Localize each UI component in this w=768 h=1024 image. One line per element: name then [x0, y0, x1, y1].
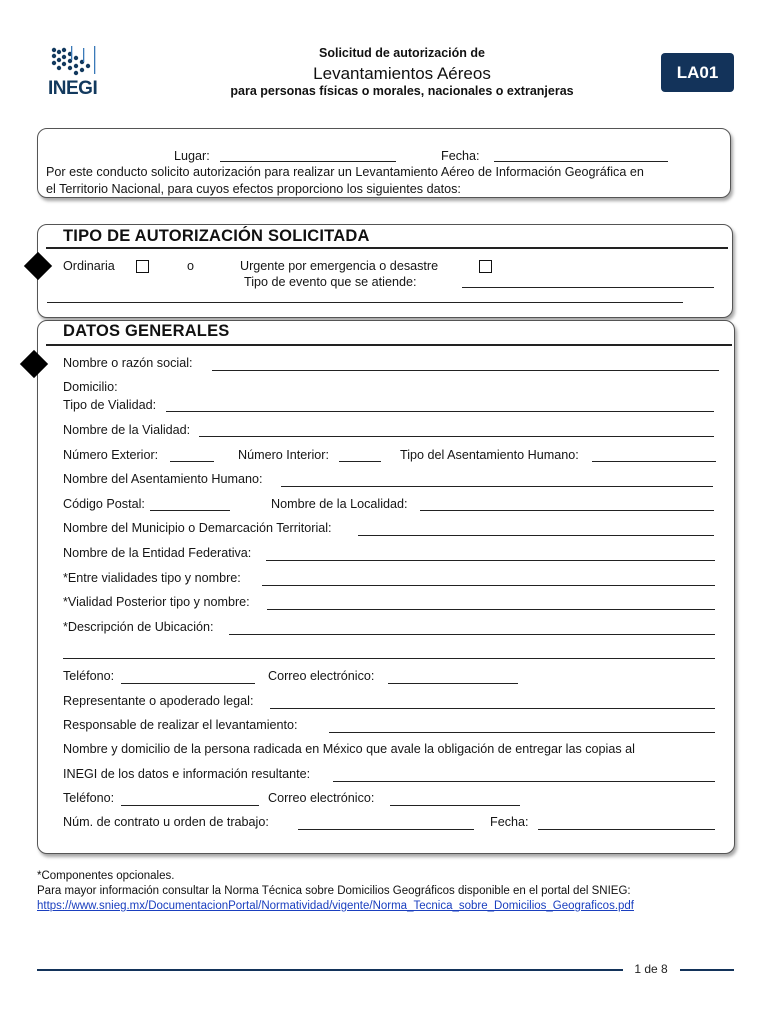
tipo-vialidad-field[interactable]	[166, 411, 714, 412]
nombre-entidad-label: Nombre de la Entidad Federativa:	[63, 546, 252, 560]
page-number: 1 de 8	[634, 962, 668, 976]
intro-text-line1: Por este conducto solicito autorización para realizar un Levantamiento Aéreo de Información Geográfica en	[46, 165, 644, 179]
descripcion-ubicacion-field[interactable]	[229, 634, 715, 635]
correo-field[interactable]	[388, 683, 518, 684]
fecha-contrato-field[interactable]	[538, 829, 715, 830]
inegi-logo	[46, 44, 106, 104]
o-label: o	[187, 259, 195, 273]
descripcion-ubicacion-field-2[interactable]	[63, 658, 715, 659]
fecha-contrato-label: Fecha:	[490, 815, 529, 829]
aval-label-line2: INEGI de los datos e información resultante:	[63, 767, 311, 781]
responsable-label: Responsable de realizar el levantamiento:	[63, 718, 298, 732]
nombre-municipio-label: Nombre del Municipio o Demarcación Territorial:	[63, 521, 332, 535]
inegi-logo-icon	[50, 46, 100, 76]
representante-field[interactable]	[270, 708, 715, 709]
ordinaria-label: Ordinaria	[63, 259, 115, 273]
footnote-optional: *Componentes opcionales.	[37, 870, 175, 882]
responsable-field[interactable]	[329, 732, 715, 733]
num-exterior-field[interactable]	[170, 461, 214, 462]
aval-label-line1: Nombre y domicilio de la persona radicada en México que avale la obligación de entregar las copias al	[63, 742, 635, 756]
form-title: Levantamientos Aéreos	[313, 64, 491, 83]
domicilio-label: Domicilio:	[63, 380, 118, 394]
logo-text: INEGI	[48, 78, 98, 99]
correo-aval-label: Correo electrónico:	[268, 791, 375, 805]
fecha-label: Fecha:	[441, 149, 480, 163]
tipo-asentamiento-label: Tipo del Asentamiento Humano:	[400, 448, 579, 462]
lugar-label: Lugar:	[174, 149, 210, 163]
nombre-vialidad-field[interactable]	[199, 436, 714, 437]
section-divider	[46, 344, 732, 346]
intro-text-line2: el Territorio Nacional, para cuyos efectos proporciono los siguientes datos:	[46, 182, 461, 196]
datos-generales-title: DATOS GENERALES	[63, 322, 230, 340]
nombre-vialidad-label: Nombre de la Vialidad:	[63, 423, 191, 437]
nombre-razon-field[interactable]	[212, 370, 719, 371]
aval-field[interactable]	[333, 781, 715, 782]
contrato-label: Núm. de contrato u orden de trabajo:	[63, 815, 269, 829]
tipo-vialidad-label: Tipo de Vialidad:	[63, 398, 157, 412]
nombre-localidad-label: Nombre de la Localidad:	[271, 497, 408, 511]
form-title-line1: Solicitud de autorización de	[319, 46, 485, 60]
form-code-badge: LA01	[661, 53, 734, 92]
tipo-asentamiento-field[interactable]	[592, 461, 716, 462]
nombre-razon-label: Nombre o razón social:	[63, 356, 193, 370]
telefono-label: Teléfono:	[63, 669, 115, 683]
urgente-checkbox[interactable]	[479, 260, 492, 273]
tipo-autorizacion-title: TIPO DE AUTORIZACIÓN SOLICITADA	[63, 227, 370, 245]
fecha-field[interactable]	[494, 161, 668, 162]
vialidad-posterior-field[interactable]	[267, 609, 715, 610]
codigo-postal-label: Código Postal:	[63, 497, 145, 511]
lugar-field[interactable]	[220, 161, 396, 162]
footnote-info: Para mayor información consultar la Norma Técnica sobre Domicilios Geográficos disponible en el portal del SNIEG:	[37, 885, 631, 897]
nombre-asentamiento-field[interactable]	[281, 486, 713, 487]
nombre-asentamiento-label: Nombre del Asentamiento Humano:	[63, 472, 263, 486]
ordinaria-checkbox[interactable]	[136, 260, 149, 273]
num-interior-field[interactable]	[339, 461, 381, 462]
representante-label: Representante o apoderado legal:	[63, 694, 254, 708]
vialidad-posterior-label: *Vialidad Posterior tipo y nombre:	[63, 595, 250, 609]
codigo-postal-field[interactable]	[150, 510, 230, 511]
num-interior-label: Número Interior:	[238, 448, 329, 462]
urgente-label: Urgente por emergencia o desastre	[240, 259, 439, 273]
footer-rule-left	[37, 969, 623, 971]
telefono-aval-label: Teléfono:	[63, 791, 115, 805]
entre-vialidades-field[interactable]	[262, 585, 715, 586]
tipo-evento-field[interactable]	[462, 287, 714, 288]
contrato-field[interactable]	[298, 829, 474, 830]
tipo-evento-field-2[interactable]	[47, 302, 683, 303]
nombre-municipio-field[interactable]	[358, 535, 714, 536]
descripcion-ubicacion-label: *Descripción de Ubicación:	[63, 620, 214, 634]
num-exterior-label: Número Exterior:	[63, 448, 159, 462]
form-subtitle: para personas físicas o morales, nacionales o extranjeras	[230, 84, 574, 98]
tipo-evento-label: Tipo de evento que se atiende:	[244, 275, 417, 289]
nombre-entidad-field[interactable]	[266, 560, 715, 561]
entre-vialidades-label: *Entre vialidades tipo y nombre:	[63, 571, 241, 585]
correo-label: Correo electrónico:	[268, 669, 375, 683]
footer-rule-right	[680, 969, 734, 971]
section-divider	[46, 247, 728, 249]
correo-aval-field[interactable]	[390, 805, 520, 806]
nombre-localidad-field[interactable]	[420, 510, 714, 511]
norma-tecnica-link[interactable]: https://www.snieg.mx/DocumentacionPortal/Normatividad/vigente/Norma_Tecnica_sobre_Domicilios_Geograficos.pdf	[37, 900, 634, 912]
telefono-aval-field[interactable]	[121, 805, 259, 806]
telefono-field[interactable]	[121, 683, 255, 684]
